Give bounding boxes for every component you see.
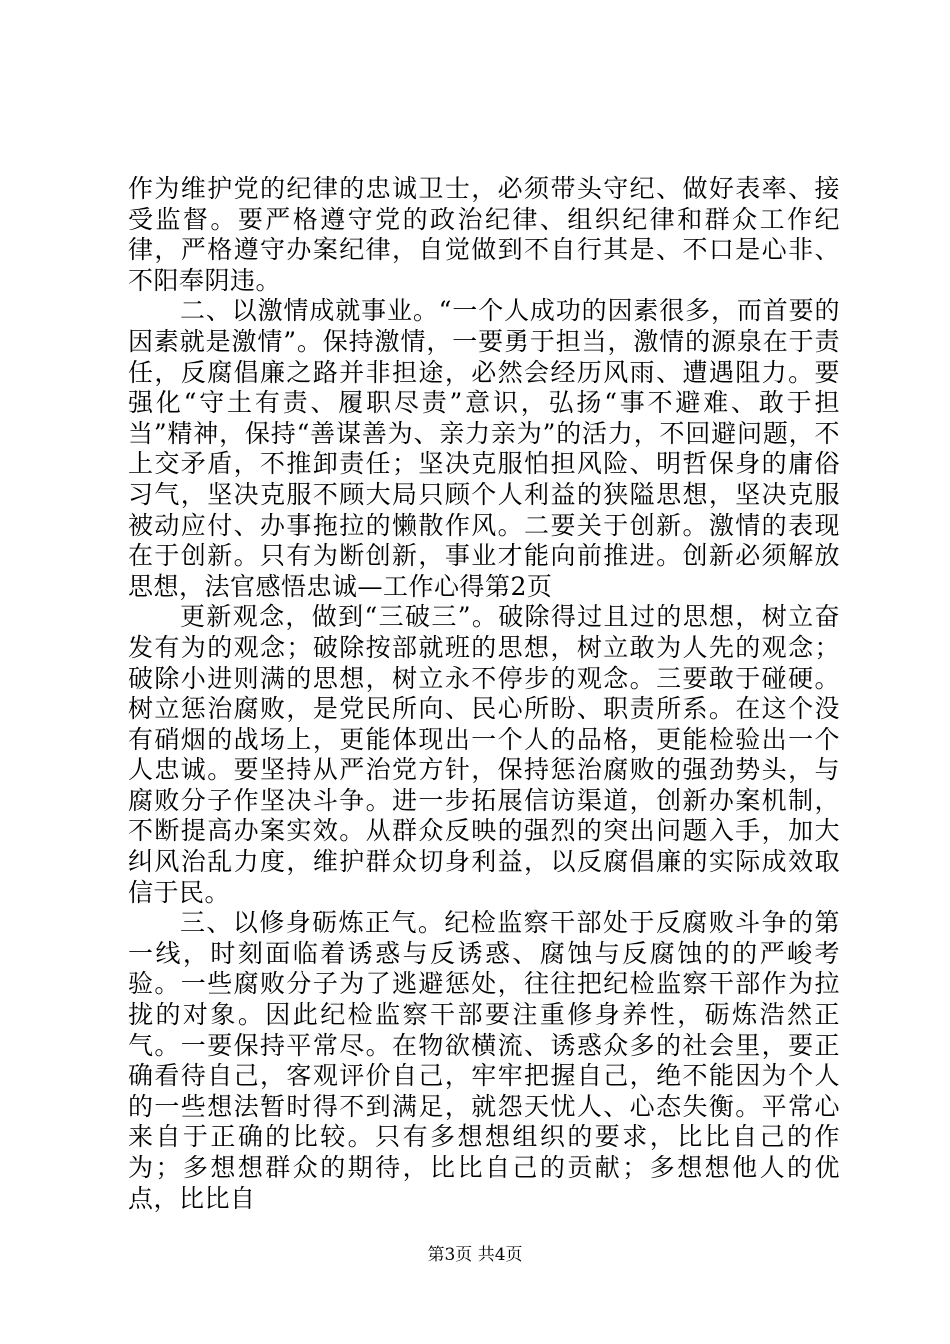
paragraph-3: 更新观念，做到“三破三”。破除得过且过的思想，树立奋发有为的观念；破除按部就班的思想，树立敢为人先的观念；破除小进则满的思想，树立永不停步的观念。三要敢于碰硬。树立惩治腐败，是党民所向、民心所盼、职责所系。在这个没有硝烟的战场上，更能体现出一个人的品格，更能检验出一个人忠诚。要坚持从严治党方针，保持惩治腐败的强劲势头，与腐败分子作坚决斗争。进一步拓展信访渠道，创新办案机制，不断提高办案实效。从群众反映的强烈的突出问题入手，加大纠风治乱力度，维护群众切身利益，以反腐倡廉的实际成效取信于民。: [128, 602, 840, 907]
page-number: 第3页 共4页: [427, 1245, 523, 1265]
paragraph-2: 二、以激情成就事业。“一个人成功的因素很多，而首要的因素就是激情”。保持激情，一要勇于担当，激情的源泉在于责任，反腐倡廉之路并非担途，必然会经历风雨、遭遇阻力。要强化“守土有责、履职尽责”意识，弘扬“事不避难、敢于担当”精神，保持“善谋善为、亲力亲为”的活力，不回避问题，不上交矛盾，不推卸责任；坚决克服怕担风险、明哲保身的庸俗习气，坚决克服不顾大局只顾个人利益的狭隘思想，坚决克服被动应付、办事拖拉的懒散作风。二要关于创新。激情的表现在于创新。只有为断创新，事业才能向前推进。创新必须解放思想，法官感悟忠诚—工作心得第2页: [128, 296, 840, 601]
page-footer: [0, 1244, 950, 1266]
paragraph-1: 作为维护党的纪律的忠诚卫士，必须带头守纪、做好表率、接受监督。要严格遵守党的政治纪律、组织纪律和群众工作纪律，严格遵守办案纪律，自觉做到不自行其是、不口是心非、不阳奉阴违。: [128, 174, 840, 295]
document-body: [128, 174, 840, 1214]
paragraph-4: 三、以修身砺炼正气。纪检监察干部处于反腐败斗争的第一线，时刻面临着诱惑与反诱惑、腐蚀与反腐蚀的的严峻考验。一些腐败分子为了逃避惩处，往往把纪检监察干部作为拉拢的对象。因此纪检监察干部要注重修身养性，砺炼浩然正气。一要保持平常尽。在物欲横流、诱惑众多的社会里，要正确看待自己，客观评价自己，牢牢把握自己，绝不能因为个人的一些想法暂时得不到满足，就怨天忧人、心态失衡。平常心来自于正确的比较。只有多想想组织的要求，比比自己的作为；多想想群众的期待，比比自己的贡献；多想想他人的优点，比比自: [128, 908, 840, 1213]
